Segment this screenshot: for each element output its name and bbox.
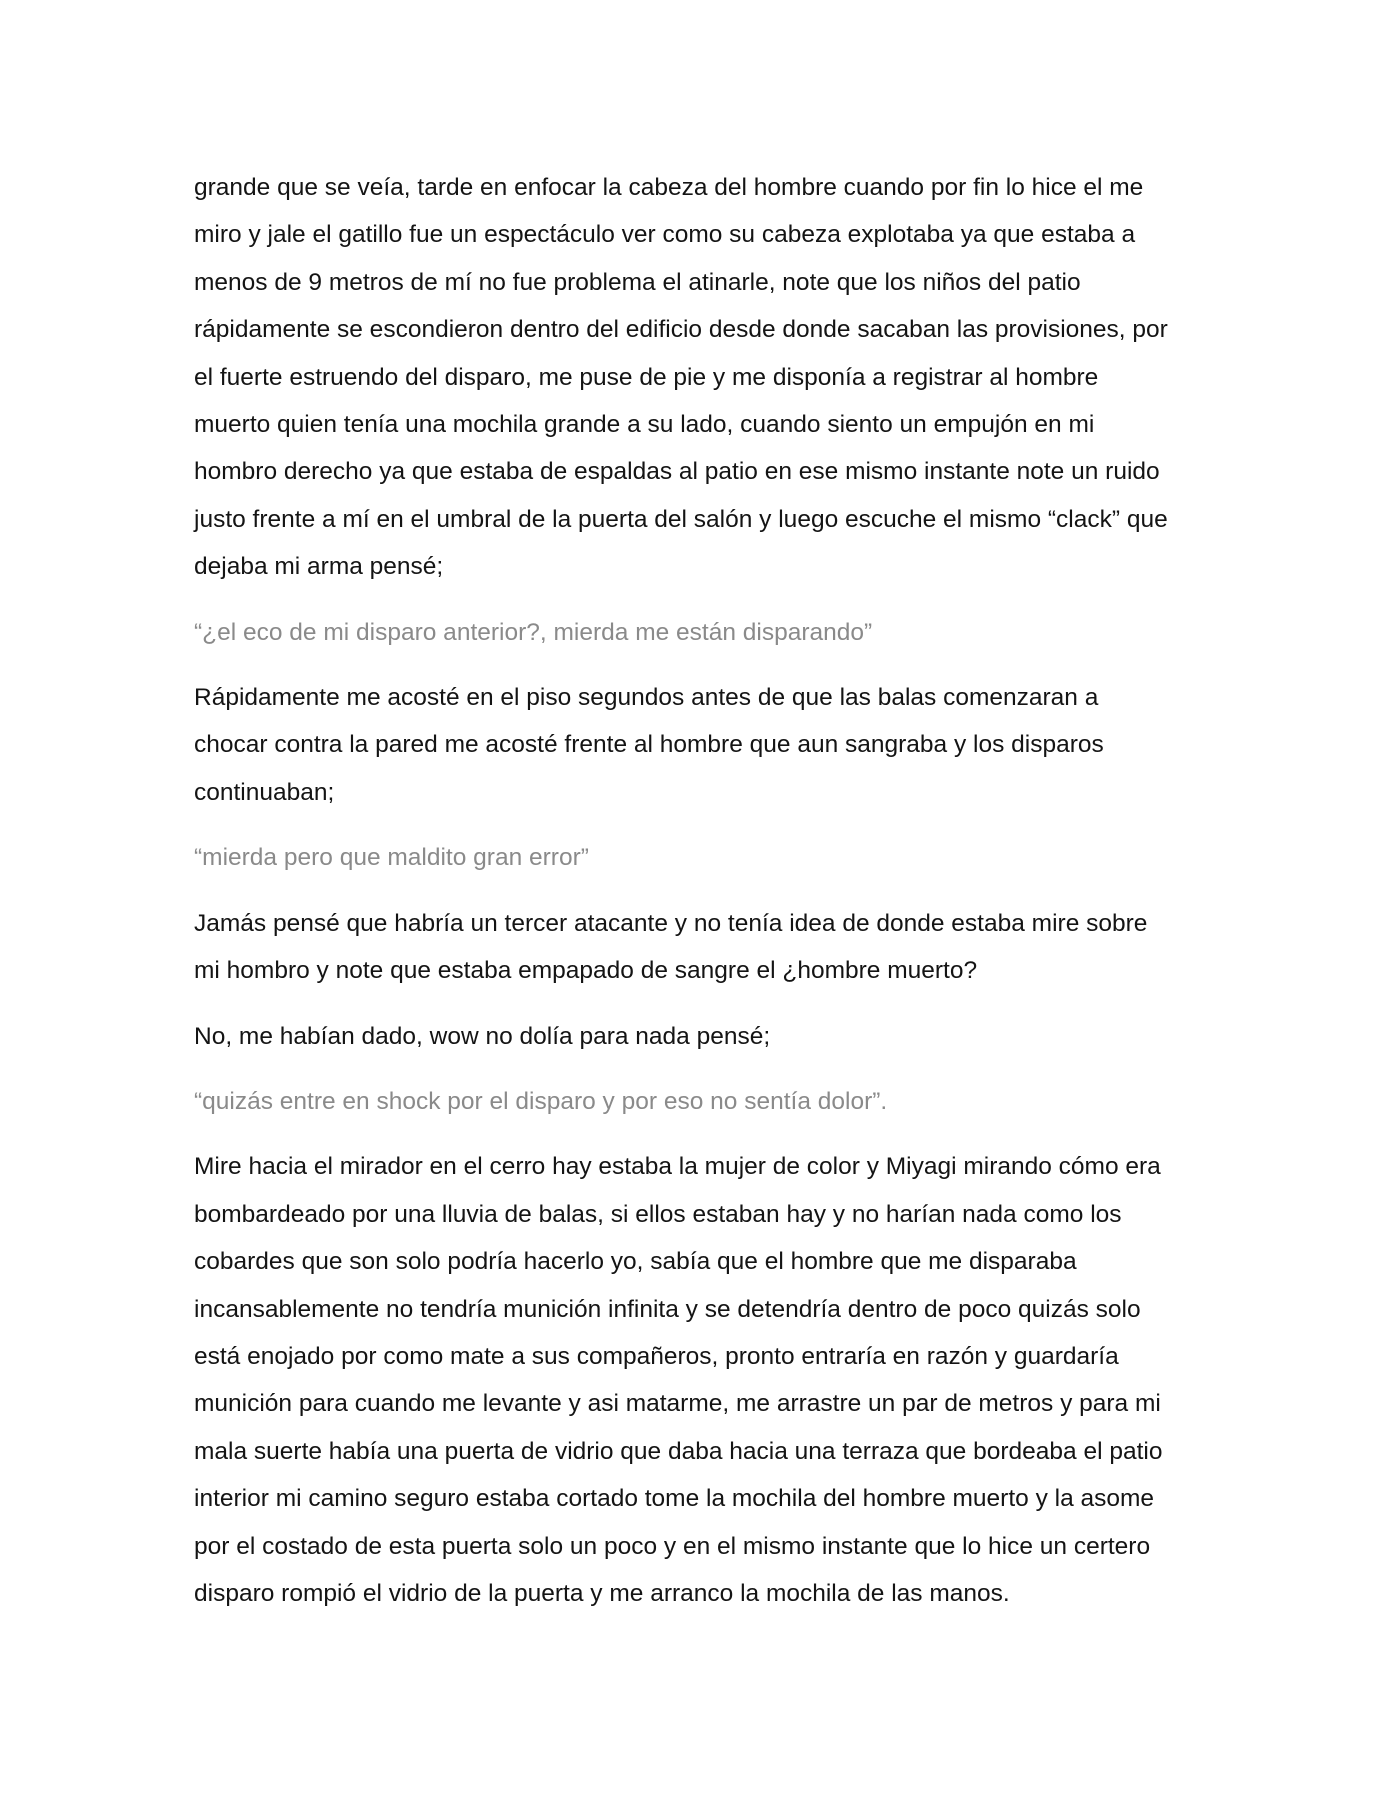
text-line: el fuerte estruendo del disparo, me puse de pie y me disponía a registrar al hombre: [194, 363, 1099, 391]
text-line: por el costado de esta puerta solo un poco y en el mismo instante que lo hice un certero: [194, 1532, 1151, 1560]
paragraph-thought: [194, 609, 1210, 656]
text-line: Mire hacia el mirador en el cerro hay estaba la mujer de color y Miyagi mirando cómo era: [194, 1153, 1161, 1181]
paragraph-thought: [194, 834, 1210, 881]
text-line: No, me habían dado, wow no dolía para nada pensé;: [194, 1022, 771, 1050]
text-line: mi hombro y note que estaba empapado de sangre el ¿hombre muerto?: [194, 957, 978, 985]
paragraph-narration: [194, 164, 1210, 591]
thought-line: “quizás entre en shock por el disparo y por eso no sentía dolor”.: [194, 1087, 888, 1115]
text-line: rápidamente se escondieron dentro del edificio desde donde sacaban las provisiones, por: [194, 316, 1168, 344]
text-line: menos de 9 metros de mí no fue problema el atinarle, note que los niños del patio: [194, 268, 1081, 296]
text-line: disparo rompió el vidrio de la puerta y me arranco la mochila de las manos.: [194, 1579, 1010, 1607]
text-line: mala suerte había una puerta de vidrio que daba hacia una terraza que bordeaba el patio: [194, 1437, 1163, 1465]
text-line: munición para cuando me levante y asi matarme, me arrastre un par de metros y para mi: [194, 1390, 1161, 1418]
text-line: está enojado por como mate a sus compañeros, pronto entraría en razón y guardaría: [194, 1342, 1119, 1370]
text-line: Jamás pensé que habría un tercer atacante y no tenía idea de donde estaba mire sobre: [194, 909, 1148, 937]
text-line: Rápidamente me acosté en el piso segundos antes de que las balas comenzaran a: [194, 684, 1099, 712]
text-line: grande que se veía, tarde en enfocar la cabeza del hombre cuando por fin lo hice el me: [194, 174, 1144, 201]
thought-line: “mierda pero que maldito gran error”: [194, 844, 589, 872]
thought-line: “¿el eco de mi disparo anterior?, mierda me están disparando”: [194, 618, 873, 646]
paragraph-narration: [194, 1013, 1210, 1060]
text-line: muerto quien tenía una mochila grande a su lado, cuando siento un empujón en mi: [194, 411, 1095, 439]
text-line: interior mi camino seguro estaba cortado tome la mochila del hombre muerto y la asome: [194, 1485, 1155, 1513]
text-line: chocar contra la pared me acosté frente al hombre que aun sangraba y los disparos: [194, 731, 1104, 759]
text-line: justo frente a mí en el umbral de la puerta del salón y luego escuche el mismo “clack” que: [194, 505, 1168, 533]
paragraph-thought: [194, 1078, 1210, 1125]
text-line: incansablemente no tendría munición infinita y se detendría dentro de poco quizás solo: [194, 1295, 1141, 1323]
text-line: continuaban;: [194, 778, 335, 806]
text-line: bombardeado por una lluvia de balas, si ellos estaban hay y no harían nada como los: [194, 1200, 1122, 1228]
text-line: hombro derecho ya que estaba de espaldas al patio en ese mismo instante note un ruido: [194, 458, 1160, 486]
text-line: cobardes que son solo podría hacerlo yo, sabía que el hombre que me disparaba: [194, 1248, 1077, 1276]
text-line: dejaba mi arma pensé;: [194, 553, 444, 581]
paragraph-narration: [194, 900, 1210, 995]
document-body: [194, 164, 1210, 1635]
paragraph-narration: [194, 674, 1210, 816]
text-line: miro y jale el gatillo fue un espectáculo ver como su cabeza explotaba ya que estaba a: [194, 221, 1136, 249]
paragraph-narration: [194, 1143, 1210, 1617]
